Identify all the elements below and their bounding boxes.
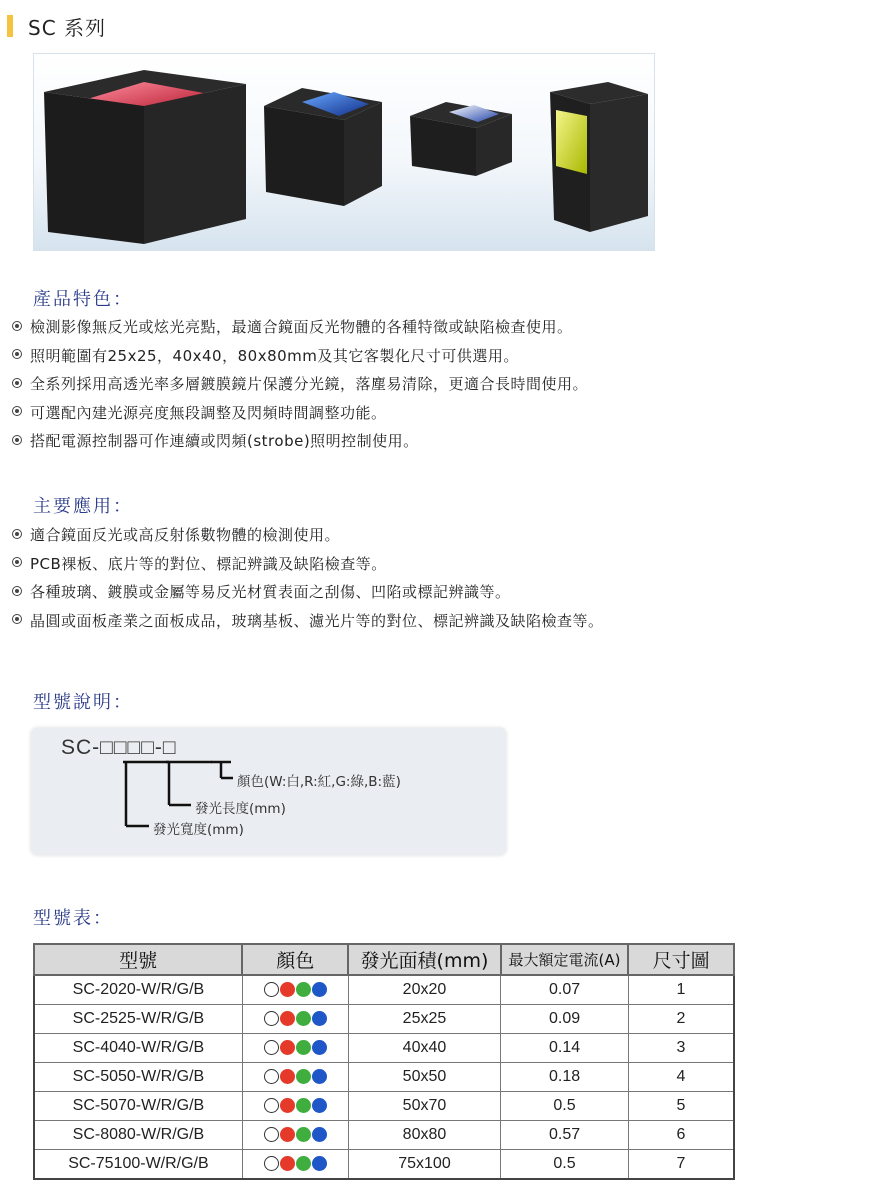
table-row	[34, 975, 734, 1005]
cell-current: 0.09	[501, 1005, 629, 1034]
light-box-small-blue	[410, 102, 512, 176]
cell-figure: 2	[628, 1005, 734, 1034]
color-swatches	[264, 1098, 327, 1113]
bullet-icon	[12, 614, 22, 624]
list-item: 檢測影像無反光或炫光亮點，最適合鏡面反光物體的各種特徵或缺陷檢查使用。	[12, 313, 588, 342]
cell-model: SC-2020-W/R/G/B	[34, 975, 242, 1005]
cell-current: 0.57	[501, 1121, 629, 1150]
model-code-pattern: SC-□□□□-□	[61, 736, 177, 759]
green-dot-icon	[296, 1011, 311, 1026]
cell-color	[242, 1034, 348, 1063]
bullet-icon	[12, 321, 22, 331]
cell-figure: 6	[628, 1121, 734, 1150]
product-photo	[33, 53, 655, 251]
width-label: 發光寬度(mm)	[153, 822, 244, 838]
bullet-icon	[12, 529, 22, 539]
col-header-model: 型號	[34, 944, 242, 975]
cell-color	[242, 1121, 348, 1150]
table-row	[34, 1092, 734, 1121]
model-code-diagram	[31, 728, 506, 855]
green-dot-icon	[296, 1069, 311, 1084]
red-dot-icon	[280, 1156, 295, 1171]
cell-area: 40x40	[348, 1034, 501, 1063]
blue-dot-icon	[312, 1098, 327, 1113]
cell-model: SC-2525-W/R/G/B	[34, 1005, 242, 1034]
blue-dot-icon	[312, 1011, 327, 1026]
cell-color	[242, 975, 348, 1005]
cell-area: 75x100	[348, 1150, 501, 1180]
light-box-red	[44, 70, 246, 244]
table-row	[34, 1063, 734, 1092]
cell-area: 50x70	[348, 1092, 501, 1121]
white-dot-icon	[264, 1040, 279, 1055]
blue-dot-icon	[312, 1127, 327, 1142]
model-table	[33, 943, 735, 1180]
color-swatches	[264, 1069, 327, 1084]
col-header-area: 發光面積(mm)	[348, 944, 501, 975]
bullet-icon	[12, 586, 22, 596]
cell-color	[242, 1005, 348, 1034]
model-table-heading: 型號表：	[33, 908, 113, 929]
length-label: 發光長度(mm)	[195, 801, 286, 817]
green-dot-icon	[296, 982, 311, 997]
header-accent-bar	[7, 15, 13, 37]
color-swatches	[264, 982, 327, 997]
applications-heading: 主要應用：	[33, 496, 133, 517]
cell-current: 0.18	[501, 1063, 629, 1092]
cell-current: 0.5	[501, 1092, 629, 1121]
page-title: SC 系列	[28, 16, 107, 40]
col-header-figure: 尺寸圖	[628, 944, 734, 975]
color-swatches	[264, 1156, 327, 1171]
white-dot-icon	[264, 1127, 279, 1142]
model-code-brackets	[31, 728, 506, 855]
cell-area: 80x80	[348, 1121, 501, 1150]
features-list	[12, 313, 588, 456]
cell-area: 50x50	[348, 1063, 501, 1092]
color-swatches	[264, 1040, 327, 1055]
color-swatches	[264, 1011, 327, 1026]
table-row	[34, 1150, 734, 1180]
blue-dot-icon	[312, 1040, 327, 1055]
features-heading: 產品特色：	[33, 289, 133, 310]
list-item: 適合鏡面反光或高反射係數物體的檢測使用。	[12, 521, 604, 550]
cell-figure: 1	[628, 975, 734, 1005]
col-header-color: 顏色	[242, 944, 348, 975]
list-item: 可選配內建光源亮度無段調整及閃頻時間調整功能。	[12, 399, 588, 428]
red-dot-icon	[280, 1040, 295, 1055]
bullet-icon	[12, 378, 22, 388]
bullet-icon	[12, 406, 22, 416]
cell-model: SC-8080-W/R/G/B	[34, 1121, 242, 1150]
red-dot-icon	[280, 982, 295, 997]
cell-model: SC-5050-W/R/G/B	[34, 1063, 242, 1092]
cell-figure: 4	[628, 1063, 734, 1092]
cell-area: 25x25	[348, 1005, 501, 1034]
cell-model: SC-75100-W/R/G/B	[34, 1150, 242, 1180]
green-dot-icon	[296, 1156, 311, 1171]
green-dot-icon	[296, 1098, 311, 1113]
blue-dot-icon	[312, 1069, 327, 1084]
cell-figure: 3	[628, 1034, 734, 1063]
bullet-icon	[12, 435, 22, 445]
applications-list	[12, 521, 604, 635]
cell-current: 0.07	[501, 975, 629, 1005]
green-dot-icon	[296, 1127, 311, 1142]
list-item: 搭配電源控制器可作連續或閃頻(strobe)照明控制使用。	[12, 427, 588, 456]
table-row	[34, 1005, 734, 1034]
bullet-icon	[12, 349, 22, 359]
blue-dot-icon	[312, 1156, 327, 1171]
color-swatches	[264, 1127, 327, 1142]
cell-model: SC-4040-W/R/G/B	[34, 1034, 242, 1063]
bullet-icon	[12, 557, 22, 567]
table-row	[34, 1034, 734, 1063]
light-box-yellow	[550, 82, 648, 232]
red-dot-icon	[280, 1011, 295, 1026]
cell-figure: 5	[628, 1092, 734, 1121]
list-item: 各種玻璃、鍍膜或金屬等易反光材質表面之刮傷、凹陷或標記辨識等。	[12, 578, 604, 607]
list-item: 照明範圍有25x25，40x40，80x80mm及其它客製化尺寸可供選用。	[12, 342, 588, 371]
col-header-current: 最大額定電流(A)	[501, 944, 629, 975]
cell-color	[242, 1150, 348, 1180]
red-dot-icon	[280, 1127, 295, 1142]
green-dot-icon	[296, 1040, 311, 1055]
white-dot-icon	[264, 982, 279, 997]
cell-current: 0.5	[501, 1150, 629, 1180]
cell-model: SC-5070-W/R/G/B	[34, 1092, 242, 1121]
list-item: 全系列採用高透光率多層鍍膜鏡片保護分光鏡，落塵易清除，更適合長時間使用。	[12, 370, 588, 399]
red-dot-icon	[280, 1069, 295, 1084]
table-header-row	[34, 944, 734, 975]
cell-current: 0.14	[501, 1034, 629, 1063]
cell-color	[242, 1092, 348, 1121]
white-dot-icon	[264, 1156, 279, 1171]
table-row	[34, 1121, 734, 1150]
list-item: PCB裸板、底片等的對位、標記辨識及缺陷檢查等。	[12, 550, 604, 579]
cell-area: 20x20	[348, 975, 501, 1005]
white-dot-icon	[264, 1098, 279, 1113]
light-box-blue	[264, 88, 382, 206]
color-label: 顏色(W:白,R:紅,G:綠,B:藍)	[237, 774, 401, 790]
blue-dot-icon	[312, 982, 327, 997]
white-dot-icon	[264, 1069, 279, 1084]
list-item: 晶圓或面板產業之面板成品，玻璃基板、濾光片等的對位、標記辨識及缺陷檢查等。	[12, 607, 604, 636]
model-explain-heading: 型號說明：	[33, 692, 133, 713]
white-dot-icon	[264, 1011, 279, 1026]
red-dot-icon	[280, 1098, 295, 1113]
cell-figure: 7	[628, 1150, 734, 1180]
cell-color	[242, 1063, 348, 1092]
